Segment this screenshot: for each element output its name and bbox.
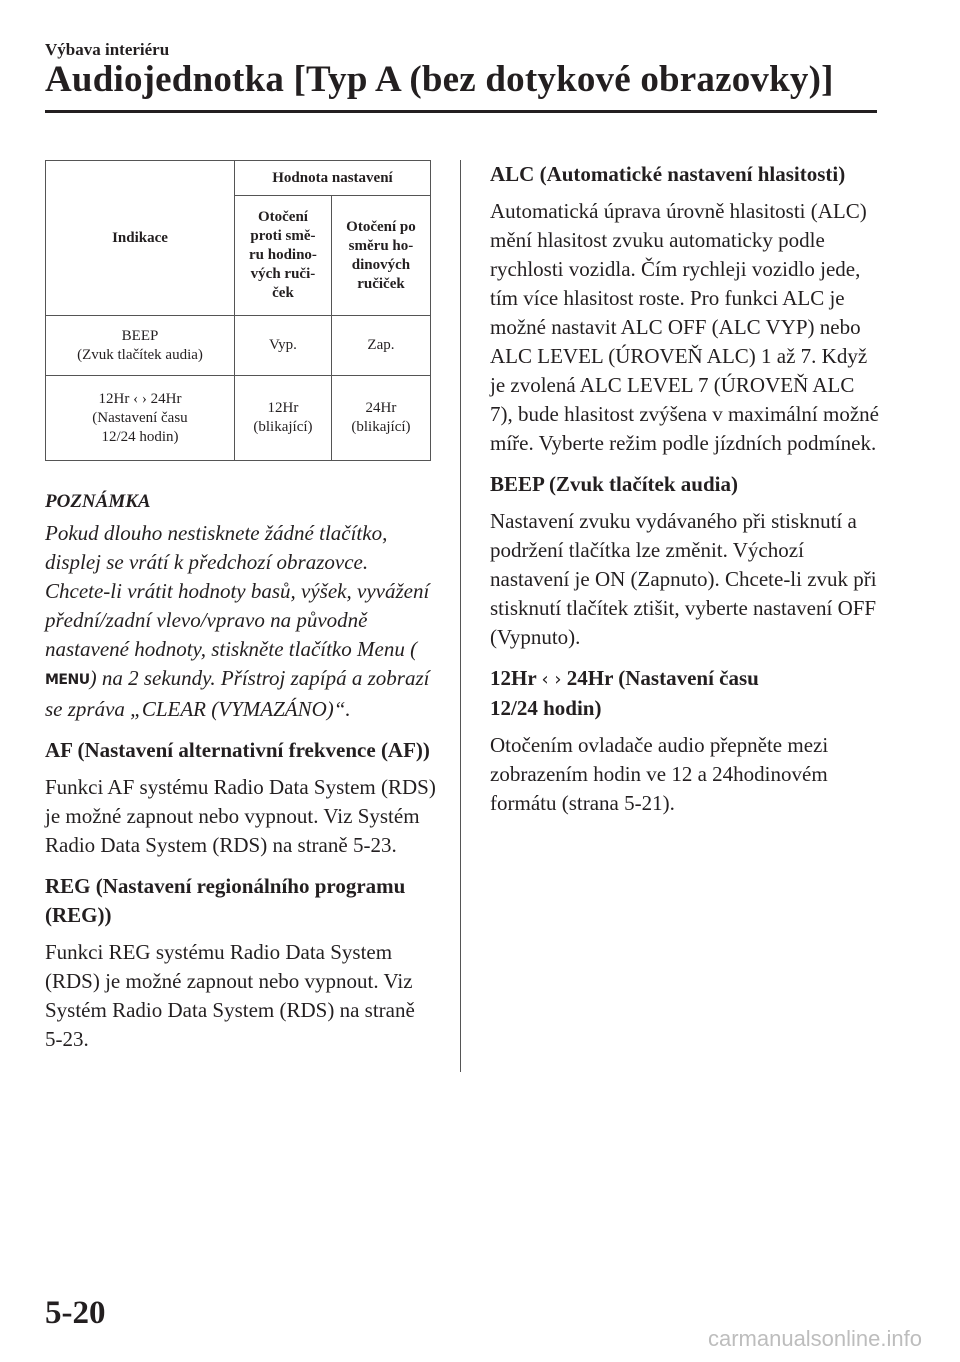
section-body-alc: Automatická úprava úrovně hlasitosti (ALC) mění hlasitost zvuku automaticky podle rychlosti vozidla. Čím rychleji vozidlo jede, tím více hlasitost roste. Pro funkci ALC je možné nastavit ALC OFF (ALC VYP) nebo ALC LEVEL (ÚROVEŇ ALC) 1 až 7. Když je zvolená ALC LEVEL 7 (ÚROVEŇ ALC 7), bude hlasitost zvýšena v maximální možné míře. Vyberte režim podle jízdních podmínek. (490, 199, 879, 455)
cell-line: Zap. (367, 337, 395, 353)
note-text-before: Pokud dlouho nestisknete žádné tlačítko, displej se vrátí k předchozí obrazovce. Chcete-li vrátit hodnoty basů, výšek, vyvážení přední/zadní vlevo/vpravo na původně nastavené hodnoty, stiskněte tlačítko Menu ( (45, 521, 430, 661)
cell-counterclockwise (235, 316, 332, 376)
page-title: Audiojednotka [Typ A (bez dotykové obrazovky)] (45, 59, 834, 100)
cell-line: 12Hr ‹ › 24Hr (98, 390, 182, 407)
note-heading: POZNÁMKA (45, 491, 151, 512)
cell-counterclockwise (235, 376, 332, 461)
section-heading-af: AF (Nastavení alternativní frekvence (AF)) (45, 738, 430, 762)
header-line: ru hodino- (248, 247, 317, 263)
header-line: ček (272, 285, 294, 301)
table-header-setting-value: Hodnota nastavení (235, 161, 431, 196)
section-body-reg: Funkci REG systému Radio Data System (RDS) je možné zapnout nebo vypnout. Viz Systém Radio Data System (RDS) na straně 5-23. (45, 940, 415, 1051)
header-line: vých ruči- (250, 266, 316, 282)
header-line: Otočení po (346, 218, 416, 235)
header-line: ručiček (357, 275, 405, 292)
section-body-clock: Otočením ovladače audio přepněte mezi zobrazením hodin ve 12 a 24hodinovém formátu (strana 5-21). (490, 733, 829, 815)
heading-part: 24Hr (Nastavení času (566, 666, 759, 690)
cell-line: (blikající) (253, 419, 313, 435)
menu-button-icon: MENU (45, 672, 90, 688)
header-rule (45, 110, 877, 113)
table-header-indication: Indikace (46, 161, 235, 316)
column-divider (460, 160, 461, 1072)
header-line: Otočení (257, 209, 308, 225)
cell-line: Vyp. (269, 337, 297, 353)
section-label: Výbava interiéru (45, 40, 170, 59)
cell-line: 12Hr (267, 400, 299, 416)
section-body-beep: Nastavení zvuku vydávaného při stisknutí a podržení tlačítka lze změnit. Výchozí nastavení je ON (Zapnuto). Chcete-li zvuk při stisknutí tlačítek ztišit, vyberte nastavení OFF (Vypnuto). (490, 509, 877, 649)
cell-clockwise (331, 376, 430, 461)
table-row (46, 376, 431, 461)
section-heading-alc: ALC (Automatické nastavení hlasitosti) (490, 162, 846, 186)
section-heading-beep: BEEP (Zvuk tlačítek audia) (490, 472, 738, 496)
heading-part: 12/24 hodin) (490, 696, 602, 720)
section-heading-reg: REG (Nastavení regionálního programu (REG)) (45, 874, 406, 927)
header-line: dinových (351, 256, 411, 273)
note-text-after: ) na 2 sekundy. Přístroj zapípá a zobrazí se zpráva „CLEAR (VYMAZÁNO)“. (45, 666, 430, 721)
cell-line: (Zvuk tlačítek audia) (77, 346, 203, 363)
cell-line: BEEP (121, 327, 159, 344)
cell-indication (46, 376, 235, 461)
cell-line: (Nastavení času (92, 409, 188, 426)
left-column (45, 160, 437, 1066)
cell-line: 24Hr (365, 400, 397, 416)
watermark: carmanualsonline.info (707, 1326, 922, 1351)
page-number: 5-20 (45, 1295, 106, 1331)
table-row (46, 316, 431, 376)
note-text (45, 519, 437, 724)
chevron-left-right-icon: ‹ › (541, 669, 562, 690)
header-line: směru ho- (348, 237, 414, 254)
table-header-clockwise (331, 196, 430, 316)
cell-clockwise (331, 316, 430, 376)
table-header-counterclockwise (235, 196, 332, 316)
header-line: proti smě- (250, 228, 316, 244)
right-column (490, 160, 882, 830)
settings-table (45, 160, 431, 461)
heading-part: 12Hr (490, 666, 537, 690)
section-body-af: Funkci AF systému Radio Data System (RDS) je možné zapnout nebo vypnout. Viz Systém Radio Data System (RDS) na straně 5-23. (45, 775, 436, 857)
cell-line: (blikající) (351, 419, 411, 435)
cell-line: 12/24 hodin) (101, 428, 179, 445)
section-heading-clock (490, 664, 882, 723)
cell-indication (46, 316, 235, 376)
